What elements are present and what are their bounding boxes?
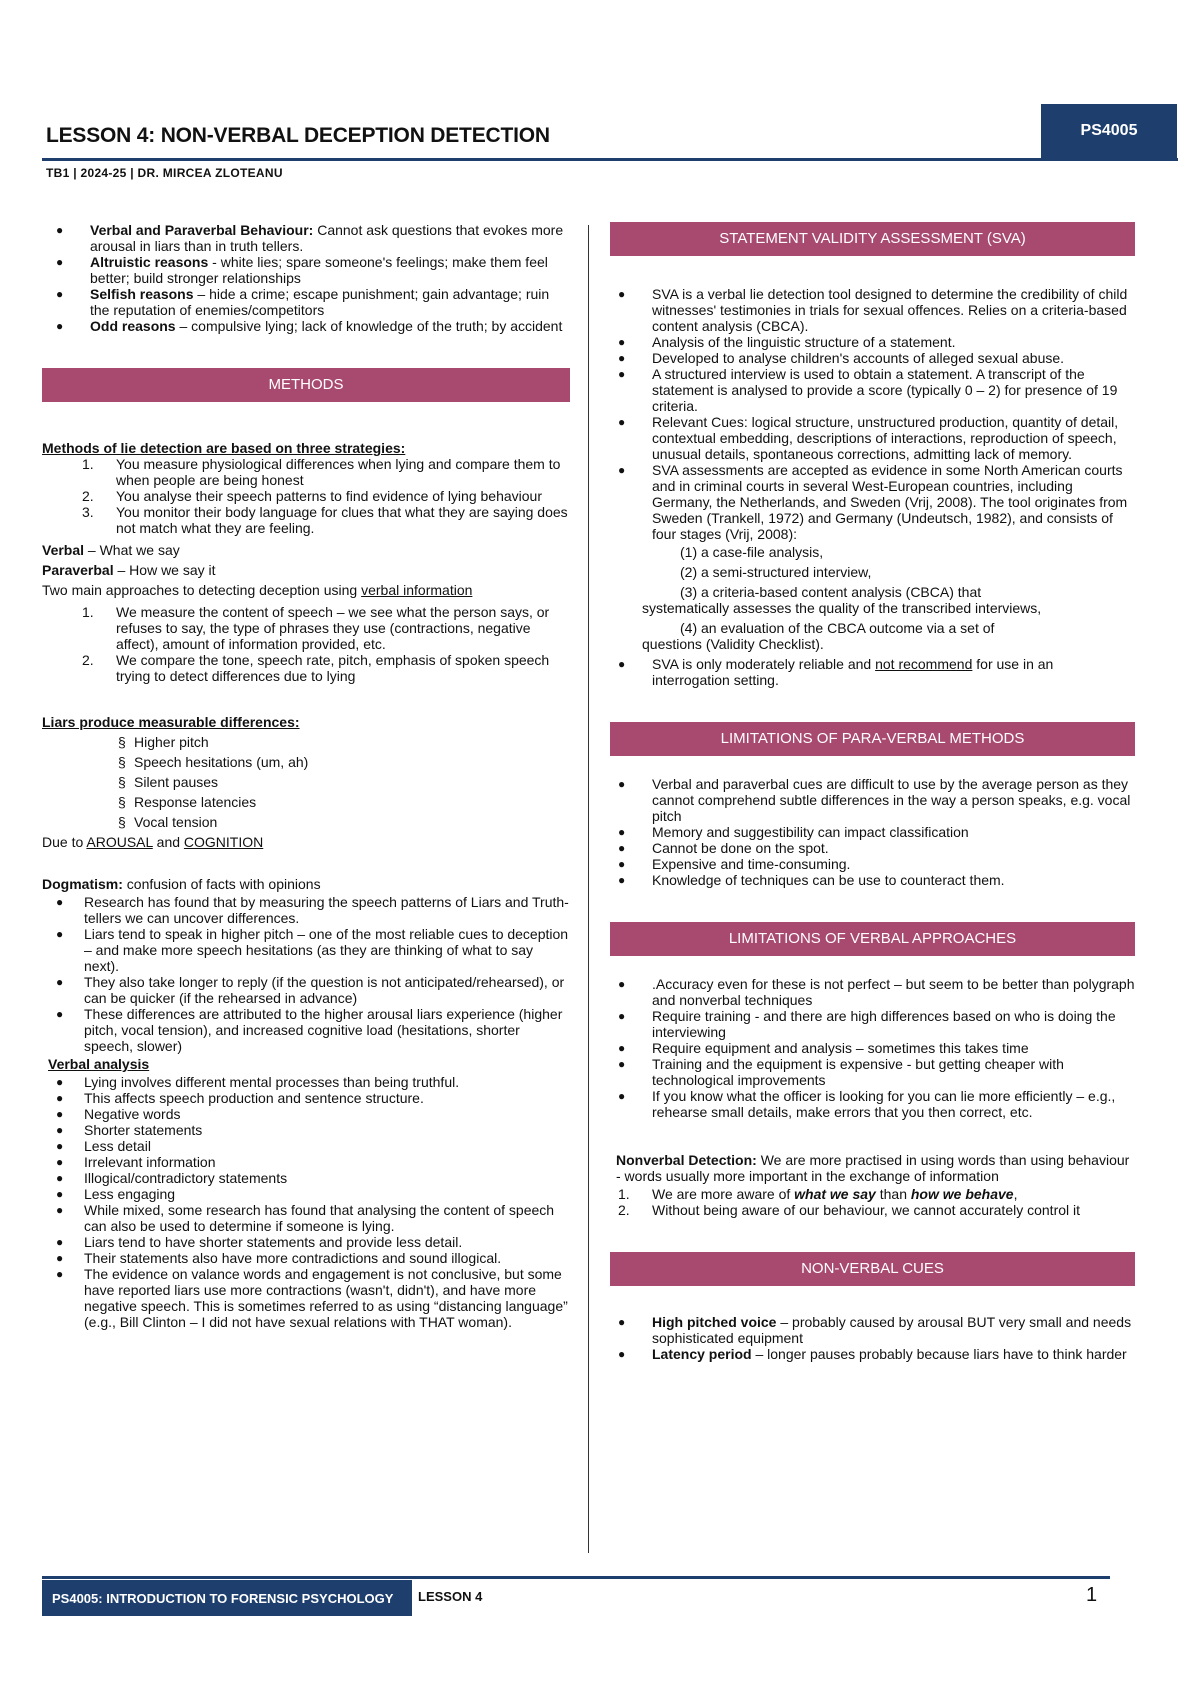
- awareness-list: [610, 1186, 1135, 1218]
- non-verbal-cues-header: NON-VERBAL CUES: [610, 1252, 1135, 1286]
- right-column: [610, 222, 1135, 1362]
- methods-intro: Methods of lie detection are based on three strategies:: [42, 440, 406, 456]
- approaches-intro: Two main approaches to detecting deception using verbal information: [42, 582, 473, 598]
- due-to-line: Due to AROUSAL and COGNITION: [42, 834, 264, 850]
- column-divider: [588, 225, 589, 1553]
- methods-header: METHODS: [42, 368, 570, 402]
- list-item: 2. We compare the tone, speech rate, pitch, emphasis of spoken speech trying to detect differences due to lying: [82, 652, 550, 684]
- list-item: ● Their statements also have more contradictions and sound illogical.: [42, 1250, 570, 1266]
- list-item: ● Selfish reasons – hide a crime; escape punishment; gain advantage; ruin the reputation of enemies/competitors: [42, 286, 570, 318]
- verbal-analysis-heading: Verbal analysis: [48, 1056, 150, 1072]
- list-item: ● They also take longer to reply (if the question is not anticipated/rehearsed), or can be quicker (if the rehearsed in advance): [42, 974, 570, 1006]
- list-item: (2) a semi-structured interview,: [680, 564, 872, 580]
- differences-list: [42, 732, 570, 832]
- list-item: ● Irrelevant information: [42, 1154, 570, 1170]
- list-item: 1. We measure the content of speech – we see what the person says, or refuses to say, the type of phrases they use (contractions, negative affect), amount of information provided, etc.: [82, 604, 550, 652]
- list-item: ● Odd reasons – compulsive lying; lack of knowledge of the truth; by accident: [42, 318, 570, 334]
- verbal-limitations-list: [610, 976, 1135, 1120]
- list-item: § Silent pauses: [42, 772, 570, 792]
- list-item: ● Training and the equipment is expensive - but getting cheaper with technological improvements: [610, 1056, 1135, 1088]
- list-item: ● Negative words: [42, 1106, 570, 1122]
- list-item: ● A structured interview is used to obtain a statement. A transcript of the statement is analysed to provide a score (typically 0 – 2) for presence of 19 criteria.: [610, 366, 1135, 414]
- title-rule: [42, 158, 1178, 161]
- page-number: 1: [1086, 1584, 1098, 1606]
- dogmatism-definition: Dogmatism: confusion of facts with opinions: [42, 876, 321, 892]
- subtitle: TB1 | 2024-25 | DR. MIRCEA ZLOTEANU: [46, 166, 283, 180]
- list-item: ● .Accuracy even for these is not perfect – but seem to be better than polygraph and nonverbal techniques: [610, 976, 1135, 1008]
- list-item: 3. You monitor their body language for clues that what they are saying does not match what they are feeling.: [82, 504, 568, 536]
- list-item: ● If you know what the officer is looking for you can lie more efficiently – e.g., rehearse small details, make errors that you then correct, etc.: [610, 1088, 1135, 1120]
- list-item: 1. You measure physiological differences when lying and compare them to when people are being honest: [82, 456, 561, 488]
- list-item: (1) a case-file analysis,: [680, 544, 824, 560]
- list-item: ● Require equipment and analysis – sometimes this takes time: [610, 1040, 1135, 1056]
- list-item: (4) an evaluation of the CBCA outcome via a set of: [680, 620, 995, 636]
- list-item: systematically assesses the quality of the transcribed interviews,: [642, 600, 1042, 616]
- list-item: ● Expensive and time-consuming.: [610, 856, 1135, 872]
- list-item: (3) a criteria-based content analysis (CBCA) that: [680, 584, 982, 600]
- list-item: § Vocal tension: [42, 812, 570, 832]
- verbal-limitations-header: LIMITATIONS OF VERBAL APPROACHES: [610, 922, 1135, 956]
- para-verbal-limitations-header: LIMITATIONS OF PARA-VERBAL METHODS: [610, 722, 1135, 756]
- list-item: ● Shorter statements: [42, 1122, 570, 1138]
- strategies-list: [42, 456, 570, 536]
- liars-heading: Liars produce measurable differences:: [42, 714, 300, 730]
- non-verbal-cues-list: [610, 1314, 1135, 1362]
- list-item: ● Liars tend to have shorter statements and provide less detail.: [42, 1234, 570, 1250]
- list-item: ● Altruistic reasons - white lies; spare someone's feelings; make them feel better; build stronger relationships: [42, 254, 570, 286]
- list-item: ● Cannot be done on the spot.: [610, 840, 1135, 856]
- dogmatism-list: [42, 894, 570, 1054]
- footer-course-label: PS4005: INTRODUCTION TO FORENSIC PSYCHOLOGY: [42, 1580, 412, 1616]
- list-item: ● Less engaging: [42, 1186, 570, 1202]
- list-item: ● The evidence on valance words and engagement is not conclusive, but some have reported liars use more contractions (wasn't, didn't), and have more negative speech. This is sometimes referred to as using “distancing language” (e.g., Bill Clinton – I did not have sexual relations with THAT woman).: [42, 1266, 570, 1330]
- list-item: § Response latencies: [42, 792, 570, 812]
- list-item: § Higher pitch: [42, 732, 570, 752]
- list-item: ● Lying involves different mental processes than being truthful.: [42, 1074, 570, 1090]
- list-item: ● Relevant Cues: logical structure, unstructured production, quantity of detail, contextual embedding, descriptions of interactions, reproduction of speech, unusual details, spontaneous corrections, admitting lack of memory.: [610, 414, 1135, 462]
- paraverbal-definition: Paraverbal – How we say it: [42, 562, 216, 578]
- verbal-analysis-list: [42, 1074, 570, 1330]
- list-item: ● Knowledge of techniques can be use to counteract them.: [610, 872, 1135, 888]
- verbal-definition: Verbal – What we say: [42, 542, 180, 558]
- list-item: ● Require training - and there are high differences based on who is doing the interviewing: [610, 1008, 1135, 1040]
- list-item: ● SVA is only moderately reliable and not recommend for use in an interrogation setting.: [610, 656, 1135, 688]
- sva-list: [610, 286, 1135, 542]
- list-item: ● Less detail: [42, 1138, 570, 1154]
- list-item: 1. We are more aware of what we say than how we behave,: [618, 1186, 1018, 1202]
- list-item: § Speech hesitations (um, ah): [42, 752, 570, 772]
- list-item: ● Liars tend to speak in higher pitch – one of the most reliable cues to deception – and make more speech hesitations (as they are thinking of what to say next).: [42, 926, 570, 974]
- list-item: ● Illogical/contradictory statements: [42, 1170, 570, 1186]
- list-item: ● Developed to analyse children's accounts of alleged sexual abuse.: [610, 350, 1135, 366]
- footer-lesson-label: LESSON 4: [418, 1589, 483, 1604]
- sva-header: STATEMENT VALIDITY ASSESSMENT (SVA): [610, 222, 1135, 256]
- course-code-badge: PS4005: [1041, 104, 1177, 158]
- list-item: ● Research has found that by measuring the speech patterns of Liars and Truth-tellers we can uncover differences.: [42, 894, 570, 926]
- motives-list: [42, 222, 570, 334]
- approaches-list: [42, 604, 570, 684]
- footer-rule: [42, 1576, 1110, 1579]
- list-item: ● Memory and suggestibility can impact classification: [610, 824, 1135, 840]
- list-item: ● This affects speech production and sentence structure.: [42, 1090, 570, 1106]
- list-item: ● SVA assessments are accepted as evidence in some North American courts and in criminal courts in several West-European countries, including Germany, the Netherlands, and Sweden (Vrij, 2008). The tool originates from Sweden (Trankell, 1972) and Germany (Undeutsch, 1982), and consists of four stages (Vrij, 2008):: [610, 462, 1135, 542]
- sva-conclusion: [610, 656, 1135, 688]
- para-verbal-limitations-list: [610, 776, 1135, 888]
- list-item: 2. Without being aware of our behaviour, we cannot accurately control it: [618, 1202, 1081, 1218]
- list-item: ● While mixed, some research has found that analysing the content of speech can also be used to determine if someone is lying.: [42, 1202, 570, 1234]
- list-item: ● SVA is a verbal lie detection tool designed to determine the credibility of child witnesses' testimonies in trials for sexual offences. Relies on a criteria-based content analysis (CBCA).: [610, 286, 1135, 334]
- page-title: LESSON 4: NON-VERBAL DECEPTION DETECTION: [46, 124, 550, 147]
- nonverbal-detection: Nonverbal Detection: We are more practised in using words than using behaviour - words usually more important in the exchange of information: [616, 1152, 1130, 1184]
- list-item: ● Latency period – longer pauses probably because liars have to think harder: [610, 1346, 1135, 1362]
- list-item: 2. You analyse their speech patterns to find evidence of lying behaviour: [82, 488, 542, 504]
- left-column: [42, 222, 570, 1330]
- list-item: ● Analysis of the linguistic structure of a statement.: [610, 334, 1135, 350]
- sva-stages: [610, 542, 1135, 652]
- list-item: ● These differences are attributed to the higher arousal liars experience (higher pitch, vocal tension), and increased cognitive load (hesitations, shorter speech, slower): [42, 1006, 570, 1054]
- list-item: questions (Validity Checklist).: [642, 636, 824, 652]
- list-item: ● Verbal and paraverbal cues are difficult to use by the average person as they cannot comprehend subtle differences in the way a person speaks, e.g. vocal pitch: [610, 776, 1135, 824]
- list-item: ● Verbal and Paraverbal Behaviour: Cannot ask questions that evokes more arousal in liars than in truth tellers.: [42, 222, 570, 254]
- list-item: ● High pitched voice – probably caused by arousal BUT very small and needs sophisticated equipment: [610, 1314, 1135, 1346]
